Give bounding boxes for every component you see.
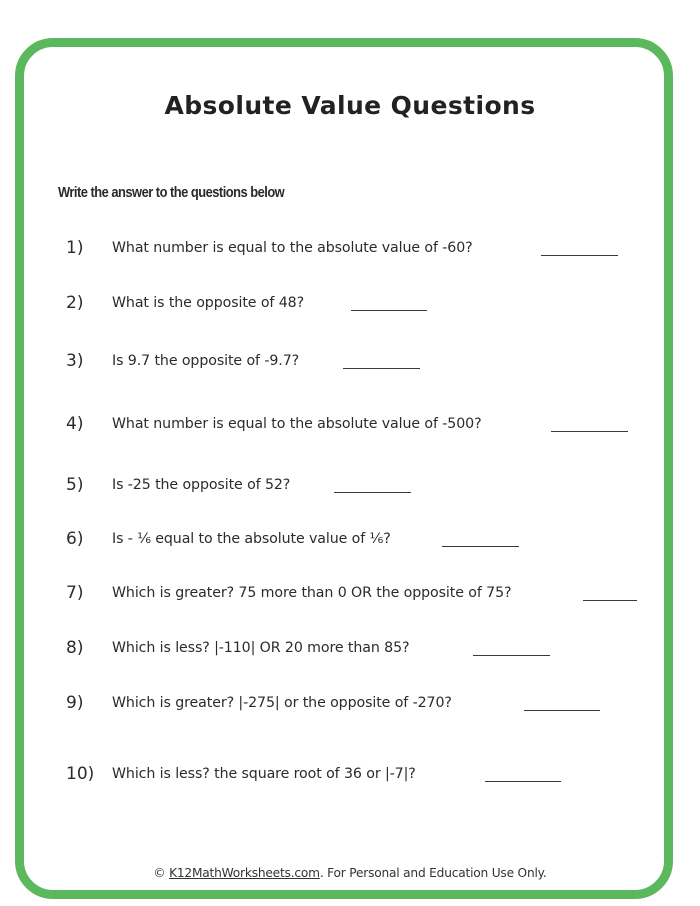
question-text: Is 9.7 the opposite of -9.7? bbox=[112, 353, 300, 369]
answer-blank[interactable] bbox=[541, 255, 618, 256]
question-text: What number is equal to the absolute value of -500? bbox=[112, 416, 482, 432]
answer-blank[interactable] bbox=[551, 431, 628, 432]
question-number: 1) bbox=[66, 238, 84, 258]
answer-blank[interactable] bbox=[485, 781, 561, 782]
question-item bbox=[0, 526, 700, 552]
question-item bbox=[0, 635, 700, 661]
answer-blank[interactable] bbox=[473, 655, 550, 656]
question-text: Is - ⅙ equal to the absolute value of ⅙? bbox=[112, 531, 391, 547]
question-item bbox=[0, 411, 700, 437]
question-text: Which is greater? 75 more than 0 OR the opposite of 75? bbox=[112, 585, 512, 601]
question-item bbox=[0, 580, 700, 606]
question-item bbox=[0, 690, 700, 716]
footer-suffix-text: . For Personal and Education Use Only. bbox=[319, 866, 547, 880]
question-number: 2) bbox=[66, 293, 84, 313]
question-text: Which is less? |-110| OR 20 more than 85? bbox=[112, 640, 410, 656]
question-item bbox=[0, 235, 700, 261]
worksheet-title: Absolute Value Questions bbox=[164, 91, 536, 120]
question-number: 8) bbox=[66, 638, 84, 658]
answer-blank[interactable] bbox=[524, 710, 600, 711]
question-number: 6) bbox=[66, 529, 84, 549]
question-number: 7) bbox=[66, 583, 84, 603]
question-text: What is the opposite of 48? bbox=[112, 295, 304, 311]
question-item bbox=[0, 290, 700, 316]
question-text: Which is less? the square root of 36 or |-7|? bbox=[112, 766, 416, 782]
question-number: 4) bbox=[66, 414, 84, 434]
question-text: Is -25 the opposite of 52? bbox=[112, 477, 291, 493]
answer-blank[interactable] bbox=[583, 600, 637, 601]
instructions-text: Write the answer to the questions below bbox=[58, 184, 285, 201]
answer-blank[interactable] bbox=[334, 492, 411, 493]
question-number: 9) bbox=[66, 693, 84, 713]
question-number: 10) bbox=[66, 764, 95, 784]
answer-blank[interactable] bbox=[343, 368, 420, 369]
question-number: 3) bbox=[66, 351, 84, 371]
question-item bbox=[0, 348, 700, 374]
answer-blank[interactable] bbox=[351, 310, 427, 311]
question-item bbox=[0, 472, 700, 498]
question-text: Which is greater? |-275| or the opposite of -270? bbox=[112, 695, 452, 711]
copyright-footer bbox=[0, 864, 700, 882]
question-number: 5) bbox=[66, 475, 84, 495]
question-text: What number is equal to the absolute value of -60? bbox=[112, 240, 473, 256]
answer-blank[interactable] bbox=[442, 546, 519, 547]
site-link[interactable]: K12MathWorksheets.com bbox=[169, 866, 320, 880]
copyright-icon: © bbox=[153, 866, 166, 880]
question-item bbox=[0, 761, 700, 787]
